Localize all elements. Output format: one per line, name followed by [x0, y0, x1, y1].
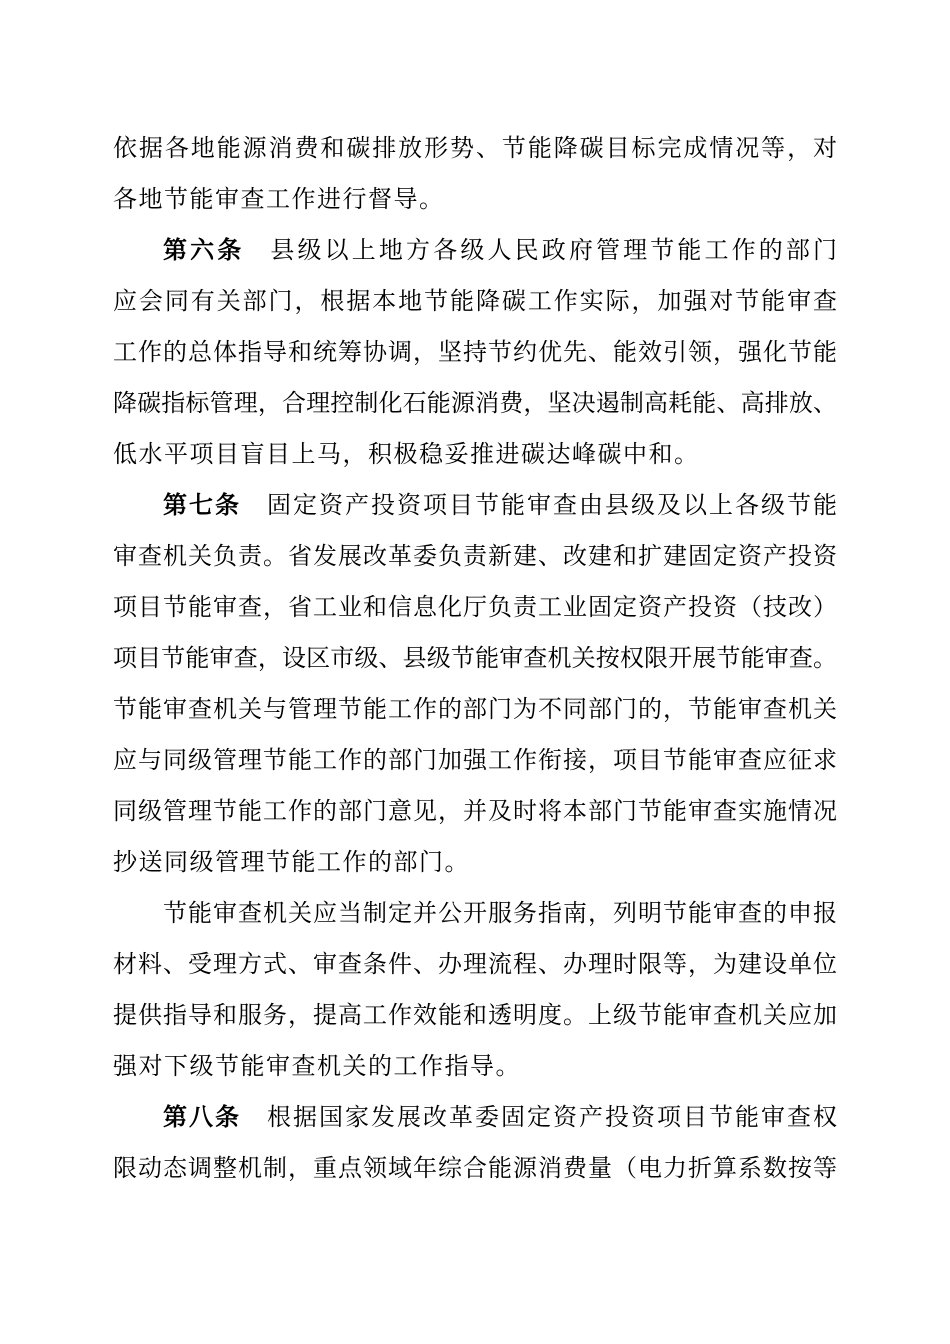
text-line: 提供指导和服务，提高工作效能和透明度。上级节能审查机关应加 [113, 1003, 837, 1029]
text-line: 各地节能审查工作进行督导。 [113, 187, 445, 213]
text-line: 应与同级管理节能工作的部门加强工作衔接，项目节能审查应征求 [113, 748, 837, 774]
text-line: 第七条 固定资产投资项目节能审查由县级及以上各级节能 [163, 493, 837, 519]
text-line: 项目节能审查，设区市级、县级节能审查机关按权限开展节能审查。 [113, 646, 837, 672]
text-line: 降碳指标管理，合理控制化石能源消费，坚决遏制高耗能、高排放、 [113, 391, 837, 417]
article-number: 第七条 [163, 493, 241, 519]
document-body [113, 124, 837, 1195]
text-line: 低水平项目盲目上马，积极稳妥推进碳达峰碳中和。 [113, 442, 700, 468]
text-line: 第八条 根据国家发展改革委固定资产投资项目节能审查权 [163, 1105, 837, 1131]
text-line: 节能审查机关应当制定并公开服务指南，列明节能审查的申报 [163, 901, 837, 927]
text-line: 材料、受理方式、审查条件、办理流程、办理时限等，为建设单位 [113, 952, 837, 978]
article-number: 第八条 [163, 1105, 241, 1131]
paragraph [113, 226, 837, 481]
text-line: 同级管理节能工作的部门意见，并及时将本部门节能审查实施情况 [113, 799, 837, 825]
paragraph [113, 481, 837, 889]
text-line: 节能审查机关与管理节能工作的部门为不同部门的，节能审查机关 [113, 697, 837, 723]
paragraph [113, 1093, 837, 1195]
article-number: 第六条 [163, 238, 245, 264]
text-line: 强对下级节能审查机关的工作指导。 [113, 1054, 521, 1080]
text-line: 限动态调整机制，重点领域年综合能源消费量（电力折算系数按等 [113, 1156, 837, 1182]
paragraph [113, 124, 837, 226]
text-line: 审查机关负责。省发展改革委负责新建、改建和扩建固定资产投资 [113, 544, 837, 570]
text-line: 工作的总体指导和统筹协调，坚持节约优先、能效引领，强化节能 [113, 340, 837, 366]
text-line: 应会同有关部门，根据本地节能降碳工作实际，加强对节能审查 [113, 289, 837, 315]
text-line: 依据各地能源消费和碳排放形势、节能降碳目标完成情况等，对 [113, 136, 837, 162]
text-line: 抄送同级管理节能工作的部门。 [113, 850, 470, 876]
text-line: 第六条 县级以上地方各级人民政府管理节能工作的部门 [163, 238, 837, 264]
text-line: 项目节能审查，省工业和信息化厅负责工业固定资产投资（技改） [113, 595, 837, 621]
paragraph [113, 889, 837, 1093]
